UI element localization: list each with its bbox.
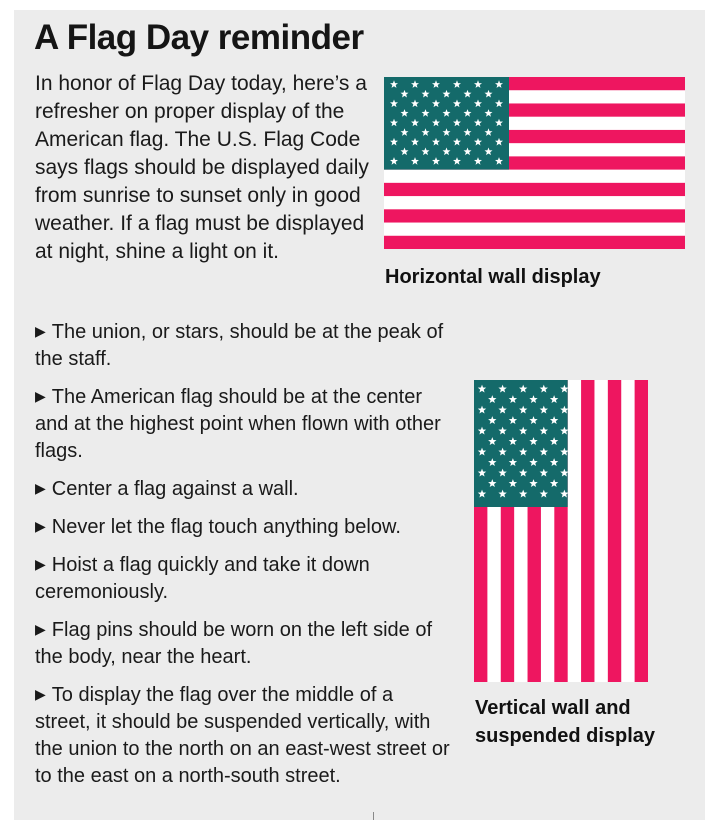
list-item-text: To display the flag over the middle of a street, it should be suspended vertically, with the union to the north on an east-west street or to the east on a north-south street. [35,684,450,787]
guideline-list [35,318,450,800]
horizontal-flag-caption: Horizontal wall display [385,266,601,288]
vertical-flag-illustration [474,380,648,682]
flag-stripe [581,380,594,682]
list-item-text: Center a flag against a wall. [51,478,299,500]
flag-stripe [635,380,648,682]
list-item [35,551,450,606]
list-item [35,318,450,373]
list-item [35,383,450,465]
triangle-right-icon: ▶ [35,388,46,404]
triangle-right-icon: ▶ [35,621,46,637]
list-item [35,616,450,671]
intro-paragraph: In honor of Flag Day today, here’s a refresher on proper display of the American flag. The U.S. Flag Code says flags should be displayed daily from sunrise to sunset only in good weather. If a flag must be displayed at night, shine a light on it. [35,72,369,263]
list-item-text: The American flag should be at the center and at the highest point when flown with other flags. [35,386,441,462]
divider-tick [373,812,374,820]
list-item [35,681,450,790]
flag-stripe [384,183,685,196]
list-item [35,513,450,541]
list-item-text: Never let the flag touch anything below. [51,516,401,538]
triangle-right-icon: ▶ [35,323,46,339]
triangle-right-icon: ▶ [35,480,46,496]
list-item-text: Hoist a flag quickly and take it down ceremoniously. [35,554,370,603]
triangle-right-icon: ▶ [35,556,46,572]
list-item-text: The union, or stars, should be at the peak of the staff. [35,321,444,370]
list-item [35,475,450,503]
vertical-flag-caption: Vertical wall and suspended display [475,697,656,747]
flag-stripe [384,209,685,222]
horizontal-flag-illustration [384,77,685,249]
page-title: A Flag Day reminder [34,18,364,57]
triangle-right-icon: ▶ [35,686,46,702]
list-item-text: Flag pins should be worn on the left side of the body, near the heart. [35,619,433,668]
flag-stripe [384,236,685,249]
triangle-right-icon: ▶ [35,518,46,534]
flag-stripe [608,380,621,682]
